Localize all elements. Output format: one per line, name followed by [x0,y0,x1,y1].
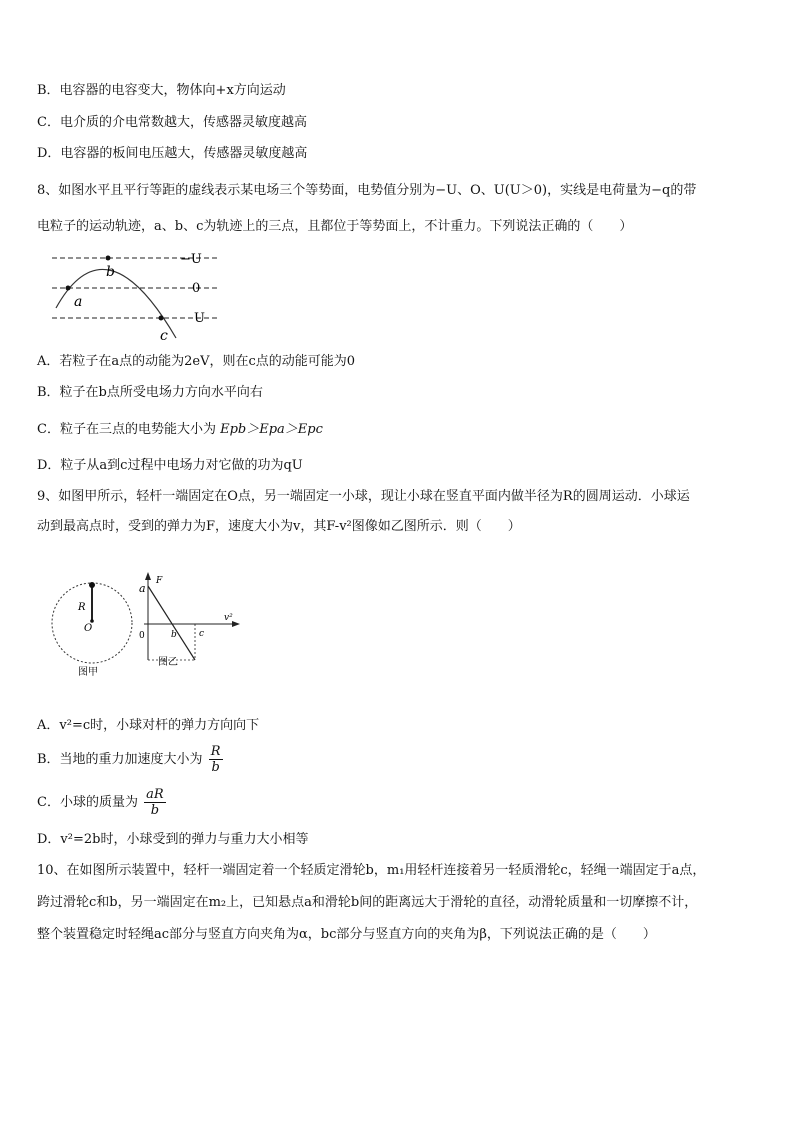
point-c [159,316,164,321]
label-u: U [194,311,205,326]
fraction-denominator: b [211,760,220,775]
label-zero: 0 [139,631,145,641]
q9-option-b [37,744,225,775]
graph-line [148,586,195,660]
point-b [106,256,111,261]
fraction-numerator: R [210,744,221,759]
q9-option-c-text: C．小球的质量为 [37,795,138,810]
q9-option-b-fraction [209,744,223,775]
label-b: b [171,630,177,640]
q7-option-c: C．电介质的介电常数越大，传感器灵敏度越高 [37,115,307,130]
q7-option-d: D．电容器的板间电压越大，传感器灵敏度越高 [37,146,308,161]
q8-stem-line2: 电粒子的运动轨迹，a、b、c为轨迹上的三点，且都位于等势面上，不计重力。下列说法正确的（ ） [37,219,633,234]
axis-v2-arrow [232,621,240,627]
q8-option-c-math: Epb＞Epa＞Epc [220,422,323,437]
axis-f-arrow [145,572,151,580]
label-r: R [78,602,86,613]
q9-option-c-fraction [144,787,166,818]
q9-stem-line2: 动到最高点时，受到的弹力为F，速度大小为v，其F-v²图像如乙图所示．则（ ） [37,519,521,534]
q8-option-d: D．粒子从a到c过程中电场力对它做的功为qU [37,458,303,473]
q7-option-b: B．电容器的电容变大，物体向+x方向运动 [37,83,286,98]
q8-stem-line1: 8、如图水平且平行等距的虚线表示某电场三个等势面，电势值分别为−U、O、U(U＞0)，实线是电荷量为−q的带 [37,183,697,198]
fraction-numerator: aR [146,787,164,802]
q8-option-c [37,421,323,439]
label-a: a [74,294,83,310]
label-o: O [84,623,93,634]
label-c: c [199,629,205,639]
q10-line2: 跨过滑轮c和b，另一端固定在m₂上，已知悬点a和滑轮b间的距离远大于滑轮的直径，动滑轮质量和一切摩擦不计， [37,895,698,910]
q8-option-b: B．粒子在b点所受电场力方向水平向右 [37,385,263,400]
label-zero: 0 [192,281,201,296]
label-a: a [139,582,146,595]
label-f: F [156,576,163,586]
ball [89,582,95,588]
label-neg-u: −U [180,252,202,267]
q9-stem-line1: 9、如图甲所示，轻杆一端固定在O点，另一端固定一小球，现让小球在竖直平面内做半径为R的圆周运动．小球运 [37,489,690,504]
q8-option-c-text: C．粒子在三点的电势能大小为 [37,422,216,437]
q10-line1: 10、在如图所示装置中，轻杆一端固定着一个轻质定滑轮b，m₁用轻杆连接着另一轻质滑轮c，轻绳一端固定于a点， [37,863,706,878]
q9-option-b-text: B．当地的重力加速度大小为 [37,752,203,767]
q8-option-a: A．若粒子在a点的动能为2eV，则在c点的动能可能为0 [37,354,356,369]
q9-option-a: A．v²=c时，小球对杆的弹力方向向下 [37,718,260,733]
label-b: b [106,264,115,280]
caption-left: 图甲 [78,667,98,678]
q10-line3: 整个装置稳定时轻绳ac部分与竖直方向夹角为α，bc部分与竖直方向的夹角为β，下列说法正确的是（ ） [37,927,656,942]
caption-right: 图乙 [158,657,178,668]
q9-option-d: D．v²=2b时，小球受到的弹力与重力大小相等 [37,832,309,847]
q8-figure [48,250,228,344]
fraction-denominator: b [150,803,160,818]
label-c: c [160,328,168,344]
q9-option-c [37,787,168,818]
q9-figure [40,568,260,698]
label-v2: v² [224,613,233,623]
point-a [66,286,71,291]
